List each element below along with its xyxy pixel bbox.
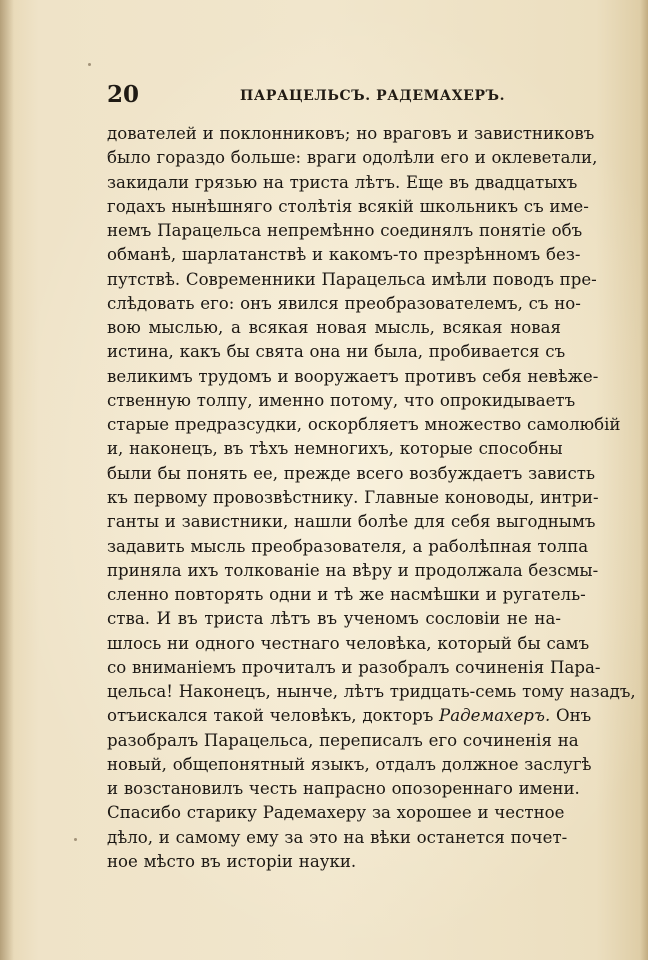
text-line: великимъ трудомъ и вооружаетъ противъ себя невѣже- [107,366,599,386]
text-line: ства. И въ триста лѣтъ въ ученомъ сословіи не на- [107,609,561,629]
text-line: со вниманіемъ прочиталъ и разобралъ сочиненія Пара- [107,657,601,677]
text-line: немъ Парацельса непремѣнно соединялъ понятіе объ [107,221,583,241]
text-line: шлось ни одного честнаго человѣка, который бы самъ [107,633,590,653]
text-line: ственную толпу, именно потому, что опрокидываетъ [107,390,576,410]
text-line: приняла ихъ толкованіе на вѣру и продолжала безсмы- [107,560,599,580]
text-line: сленно повторять одни и тѣ же насмѣшки и ругатель- [107,585,586,605]
text-line: новый, общепонятный языкъ, отдалъ должное заслугѣ [107,754,592,774]
text-line: и возстановилъ честь напрасно опозореннаго имени. [107,779,580,799]
text-line: обманѣ, шарлатанствѣ и какомъ-то презрѣнномъ без- [107,245,581,265]
text-line: путствѣ. Современники Парацельса имѣли поводъ пре- [107,269,597,289]
paper-speck [88,63,91,66]
text-line: вою мыслью, а всякая новая мысль, всякая новая [107,318,561,338]
text-line: ное мѣсто въ исторіи науки. [107,851,357,871]
text-line: ганты и завистники, нашли болѣе для себя выгоднымъ [107,512,596,532]
text-line: слѣдовать его: онъ явился преобразователемъ, съ но- [107,293,581,313]
text-segment: Онъ [550,706,592,726]
text-line: дѣло, и самому ему за это на вѣки останется почет- [107,827,568,847]
gutter-shadow [0,0,14,960]
text-line: было гораздо больше: враги одолѣли его и оклеветали, [107,148,598,168]
text-line: были бы понять ее, прежде всего возбуждаетъ зависть [107,463,595,483]
text-segment: отъискался такой человѣкъ, докторъ [107,706,440,726]
text-line: Спасибо старику Радемахеру за хорошее и честное [107,803,565,823]
page-header [107,80,562,110]
paper-speck [74,838,77,841]
text-line: задавить мысль преобразователя, а раболѣпная толпа [107,536,589,556]
text-line: дователей и поклонниковъ; но враговъ и завистниковъ [107,124,595,143]
body-text [107,122,636,874]
running-title: ПАРАЦЕЛЬСЪ. РАДЕМАХЕРЪ. [240,88,506,104]
page-number: 20 [107,81,140,108]
text-line: разобралъ Парацельса, переписалъ его сочиненія на [107,730,579,750]
text-line: и, наконецъ, въ тѣхъ немногихъ, которые способны [107,439,563,459]
text-line: годахъ нынѣшняго столѣтія всякій школьникъ съ име- [107,196,589,216]
italic-name: Радемахеръ. [439,706,551,726]
text-line: цельса! Наконецъ, нынче, лѣтъ тридцать-семь тому назадъ, [107,682,636,702]
page-edge [640,0,648,960]
text-line: къ первому провозвѣстнику. Главные коноводы, интри- [107,487,599,507]
text-line: закидали грязью на триста лѣтъ. Еще въ двадцатыхъ [107,172,578,192]
text-line [107,704,592,728]
text-line: истина, какъ бы свята она ни была, пробивается съ [107,342,566,362]
text-line: старые предразсудки, оскорбляетъ множество самолюбій [107,415,621,435]
